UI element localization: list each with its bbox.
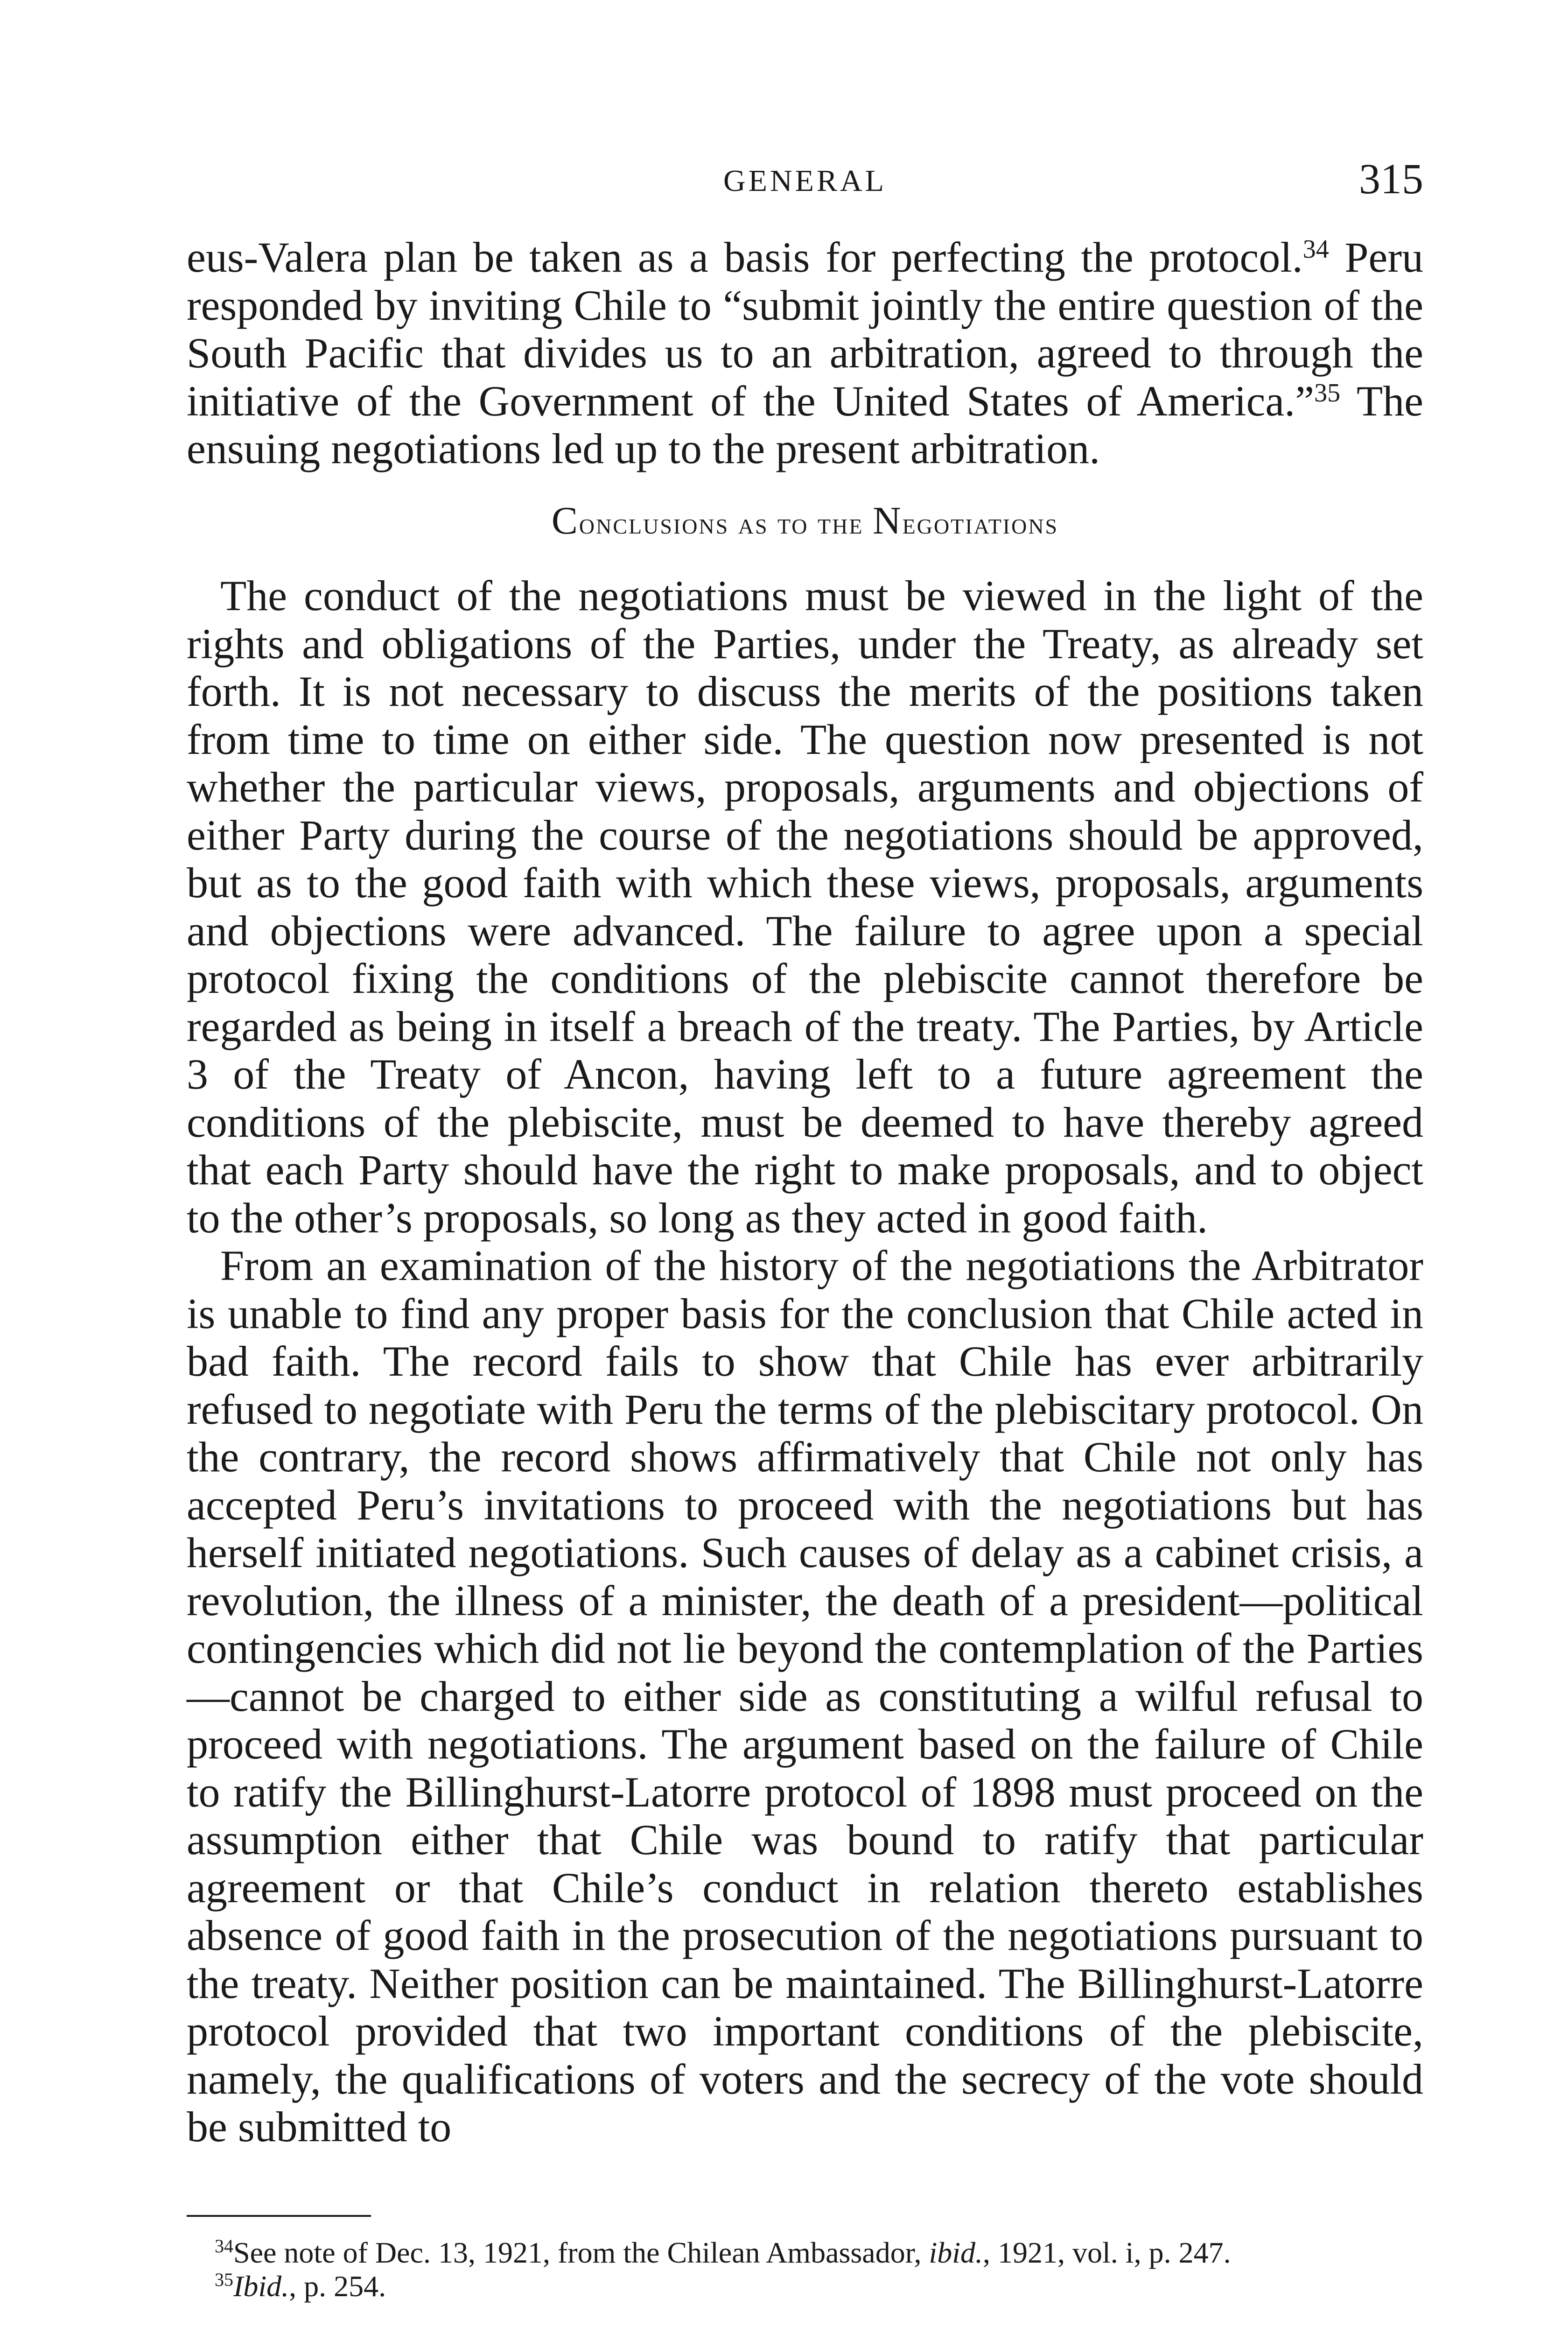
footnote-35 bbox=[187, 2270, 1423, 2303]
paragraph-text: eus-Valera plan be taken as a basis for perfecting the protocol. bbox=[187, 233, 1303, 281]
heading-text: onclusions as to the bbox=[579, 506, 873, 541]
footnote-number: 35 bbox=[215, 2269, 233, 2290]
footnote-text: , 1921, vol. i, p. 247. bbox=[983, 2236, 1231, 2269]
footnote-citation: ibid. bbox=[929, 2236, 983, 2269]
heading-text: egotiations bbox=[902, 506, 1059, 541]
paragraph-examination: From an examination of the history of the negotiations the Arbitrator is unable to find any proper basis for the conclusion that Chile acted in bad faith. The record fails to show that Chile has ever arbitrarily refused to negotiate with Peru the terms of the plebiscitary protocol. On the contrary, the record shows affirmatively that Chile not only has accepted Peru’s invitations to proceed with the negotiations but has herself initiated negotiations. Such causes of delay as a cabinet crisis, a revolution, the illness of a minister, the death of a president—political contingencies which did not lie beyond the contemplation of the Parties—cannot be charged to either side as constituting a wilful refusal to proceed with negotiations. The argument based on the failure of Chile to ratify the Billinghurst-Latorre protocol of 1898 must proceed on the assumption either that Chile was bound to ratify that particular agreement or that Chile’s conduct in relation thereto establishes absence of good faith in the prosecution of the negotiations pursuant to the treaty. Neither position can be maintained. The Billinghurst-Latorre protocol provided that two important conditions of the plebiscite, namely, the qualifications of voters and the secrecy of the vote should be submitted to bbox=[187, 1242, 1423, 2151]
footnote-citation: Ibid. bbox=[233, 2270, 289, 2303]
paragraph-text: The ensuing negotiations led up to the present arbitration. bbox=[187, 377, 1423, 472]
paragraph-conduct: The conduct of the negotiations must be viewed in the light of the rights and obligations of the Parties, under the Treaty, as already set forth. It is not necessary to discuss the merits of the positions taken from time to time on either side. The question now presented is not whether the particular views, proposals, arguments and objections of either Party during the course of the negotiations should be approved, but as to the good faith with which these views, proposals, arguments and objections were advanced. The failure to agree upon a special protocol fixing the conditions of the plebiscite cannot therefore be regarded as being in itself a breach of the treaty. The Parties, by Article 3 of the Treaty of Ancon, having left to a future agreement the conditions of the plebiscite, must be deemed to have thereby agreed that each Party should have the right to make proposals, and to object to the other’s proposals, so long as they acted in good faith. bbox=[187, 572, 1423, 1242]
heading-initial: N bbox=[872, 499, 903, 542]
paragraph-continuation bbox=[187, 233, 1423, 473]
page-number: 315 bbox=[1359, 155, 1423, 203]
body-text bbox=[187, 233, 1423, 2151]
page-header bbox=[187, 154, 1423, 205]
footnote-ref-35[interactable]: 35 bbox=[1314, 378, 1341, 408]
footnote-number: 34 bbox=[215, 2236, 233, 2257]
footnote-text: See note of Dec. 13, 1921, from the Chilean Ambassador, bbox=[233, 2236, 929, 2269]
footnote-ref-34[interactable]: 34 bbox=[1302, 235, 1329, 264]
footnotes bbox=[187, 2236, 1423, 2303]
running-head: GENERAL bbox=[723, 164, 887, 198]
paragraph-text: Peru responded by inviting Chile to “submit jointly the entire question of the South Pacific that divides us to an arbitration, agreed to through the initiative of the Government of the United States of America.” bbox=[187, 233, 1423, 425]
footnote-divider bbox=[187, 2215, 371, 2217]
section-heading bbox=[187, 497, 1423, 548]
footnote-34 bbox=[187, 2236, 1423, 2270]
heading-initial: C bbox=[551, 499, 579, 542]
footnote-text: , p. 254. bbox=[289, 2270, 386, 2303]
